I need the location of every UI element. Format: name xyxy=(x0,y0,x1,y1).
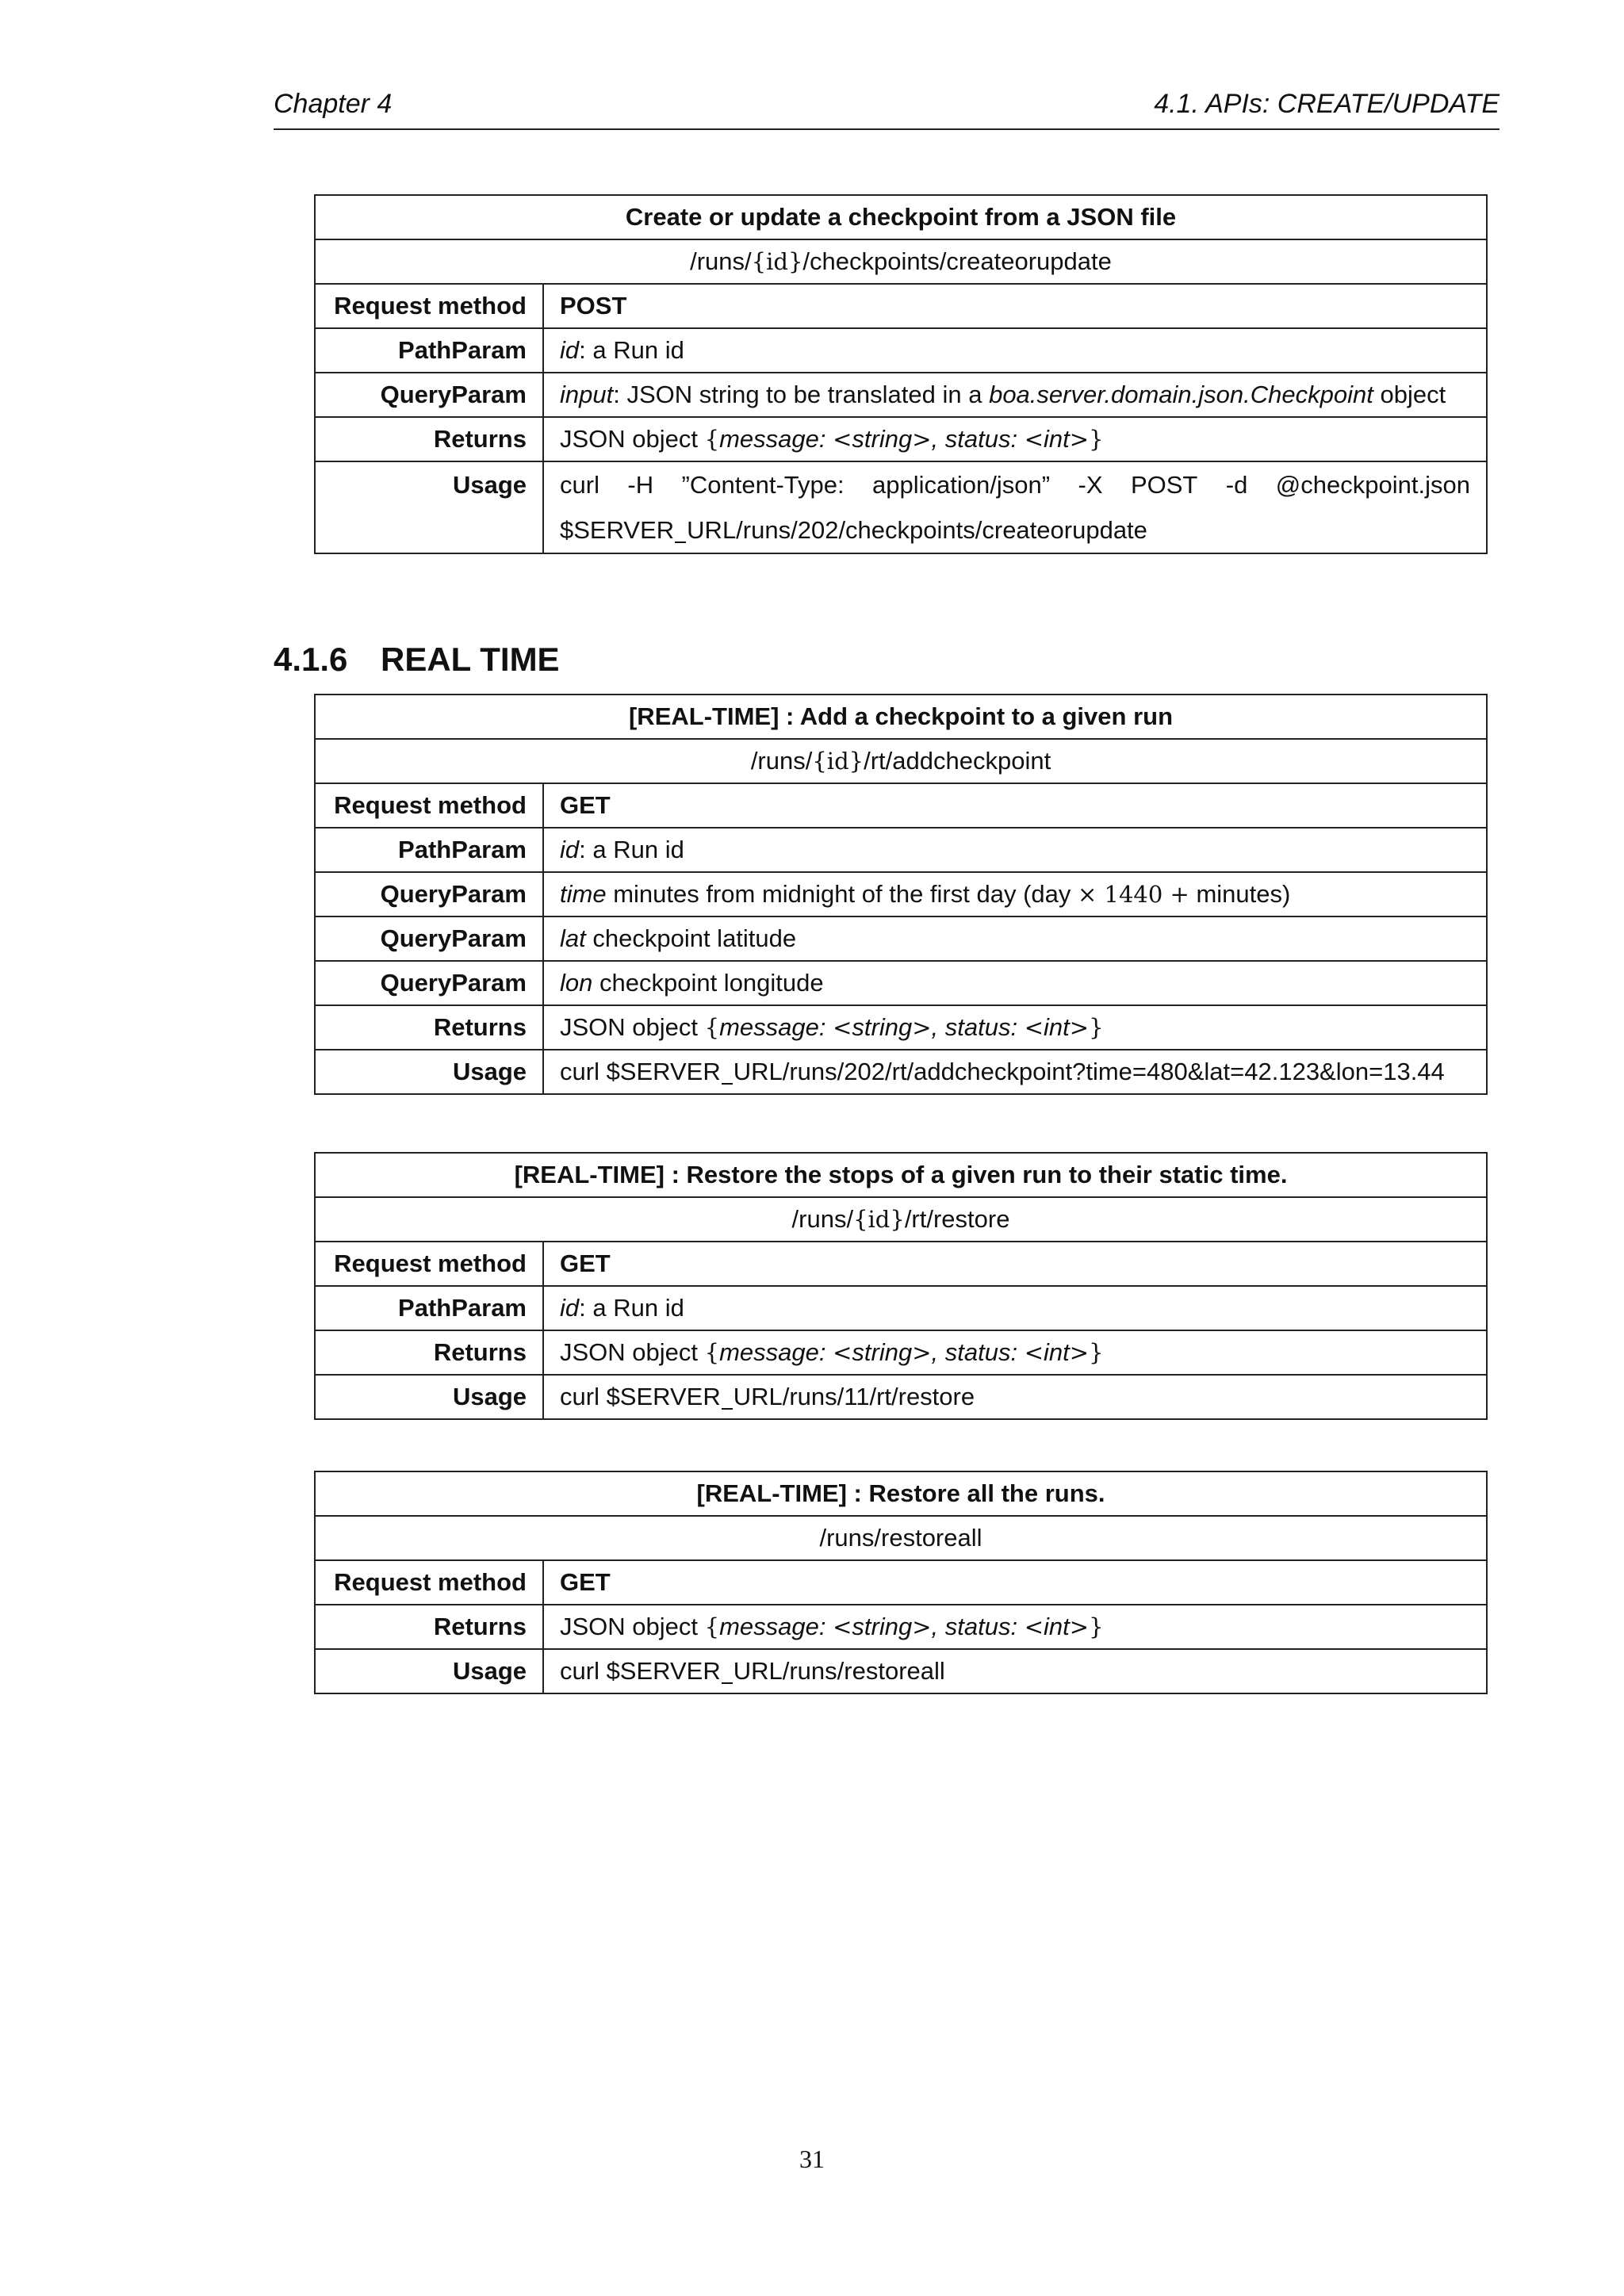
section-label: 4.1. APIs: CREATE/UPDATE xyxy=(1154,89,1500,119)
path-param-value: id: a Run id xyxy=(543,328,1487,373)
row-label: QueryParam xyxy=(315,872,543,916)
table-row xyxy=(315,1197,1487,1242)
returns-value: JSON object {message: <string>, status: <int>} xyxy=(543,417,1487,461)
running-header xyxy=(274,89,1500,130)
query-param-value: input: JSON string to be translated in a boa.server.domain.json.Checkpoint object xyxy=(543,373,1487,417)
returns-value: JSON object {message: <string>, status: <int>} xyxy=(543,1330,1487,1375)
table-title: [REAL-TIME] : Restore the stops of a given run to their static time. xyxy=(315,1153,1487,1197)
table-row xyxy=(315,1330,1487,1375)
table-row xyxy=(315,961,1487,1005)
api-table-add-checkpoint xyxy=(314,694,1488,1095)
returns-value: JSON object {message: <string>, status: <int>} xyxy=(543,1605,1487,1649)
row-label: QueryParam xyxy=(315,961,543,1005)
row-label: Returns xyxy=(315,1605,543,1649)
row-label: Returns xyxy=(315,1330,543,1375)
usage-value: curl $SERVER URL/runs/11/rt/restore xyxy=(543,1375,1487,1419)
row-label: Usage xyxy=(315,1649,543,1693)
row-label: Usage xyxy=(315,1375,543,1419)
page-number: 31 xyxy=(799,2145,825,2173)
row-label: PathParam xyxy=(315,828,543,872)
table-row xyxy=(315,1153,1487,1197)
request-method-value: GET xyxy=(543,1560,1487,1605)
row-label: Request method xyxy=(315,1242,543,1286)
table-row xyxy=(315,1649,1487,1693)
request-method-value: POST xyxy=(543,284,1487,328)
endpoint-path: /runs/{id}/rt/restore xyxy=(315,1197,1487,1242)
table-row xyxy=(315,872,1487,916)
table-row xyxy=(315,1605,1487,1649)
query-param-time: time minutes from midnight of the first day (day × 1440 + minutes) xyxy=(543,872,1487,916)
request-method-value: GET xyxy=(543,1242,1487,1286)
row-label: Request method xyxy=(315,1560,543,1605)
usage-value: curl $SERVER URL/runs/202/rt/addcheckpoint?time=480&lat=42.123&lon=13.44 xyxy=(543,1050,1487,1094)
table-row xyxy=(315,783,1487,828)
table-title: [REAL-TIME] : Restore all the runs. xyxy=(315,1471,1487,1516)
api-table-create-or-update-checkpoint xyxy=(314,194,1488,554)
table-row xyxy=(315,195,1487,239)
table-row xyxy=(315,1286,1487,1330)
table-row xyxy=(315,1005,1487,1050)
section-number: 4.1.6 xyxy=(274,641,348,678)
row-label: PathParam xyxy=(315,328,543,373)
table-row xyxy=(315,828,1487,872)
table-row xyxy=(315,1375,1487,1419)
row-label: QueryParam xyxy=(315,916,543,961)
table-row xyxy=(315,239,1487,284)
usage-line-2: $SERVER URL/runs/202/checkpoints/createorupdate xyxy=(560,516,1147,544)
row-label: Request method xyxy=(315,783,543,828)
table-row xyxy=(315,739,1487,783)
table-row xyxy=(315,1560,1487,1605)
row-label: Request method xyxy=(315,284,543,328)
usage-value: curl $SERVER URL/runs/restoreall xyxy=(543,1649,1487,1693)
row-label: Returns xyxy=(315,417,543,461)
section-title: REAL TIME xyxy=(381,641,560,678)
path-param-value: id: a Run id xyxy=(543,828,1487,872)
endpoint-path: /runs/{id}/checkpoints/createorupdate xyxy=(315,239,1487,284)
table-title: Create or update a checkpoint from a JSON file xyxy=(315,195,1487,239)
table-row xyxy=(315,1050,1487,1094)
query-param-lon: lon checkpoint longitude xyxy=(543,961,1487,1005)
path-param-value: id: a Run id xyxy=(543,1286,1487,1330)
table-row xyxy=(315,1471,1487,1516)
table-row xyxy=(315,417,1487,461)
row-label: Usage xyxy=(315,1050,543,1094)
endpoint-path: /runs/restoreall xyxy=(315,1516,1487,1560)
usage-value xyxy=(543,461,1487,553)
table-row xyxy=(315,284,1487,328)
row-label: PathParam xyxy=(315,1286,543,1330)
endpoint-path: /runs/{id}/rt/addcheckpoint xyxy=(315,739,1487,783)
table-row xyxy=(315,328,1487,373)
returns-value: JSON object {message: <string>, status: <int>} xyxy=(543,1005,1487,1050)
row-label: QueryParam xyxy=(315,373,543,417)
table-row xyxy=(315,461,1487,553)
usage-line-1: curl -H ”Content-Type: application/json” -X POST -d @checkpoint.json xyxy=(560,471,1470,499)
table-title: [REAL-TIME] : Add a checkpoint to a given run xyxy=(315,695,1487,739)
row-label: Usage xyxy=(315,461,543,553)
request-method-value: GET xyxy=(543,783,1487,828)
table-row xyxy=(315,916,1487,961)
table-row xyxy=(315,373,1487,417)
table-row xyxy=(315,1516,1487,1560)
api-table-restore-all xyxy=(314,1471,1488,1694)
table-row xyxy=(315,695,1487,739)
chapter-label: Chapter 4 xyxy=(274,89,393,119)
api-table-restore-run xyxy=(314,1152,1488,1420)
query-param-lat: lat checkpoint latitude xyxy=(543,916,1487,961)
row-label: Returns xyxy=(315,1005,543,1050)
section-heading xyxy=(274,641,560,679)
table-row xyxy=(315,1242,1487,1286)
